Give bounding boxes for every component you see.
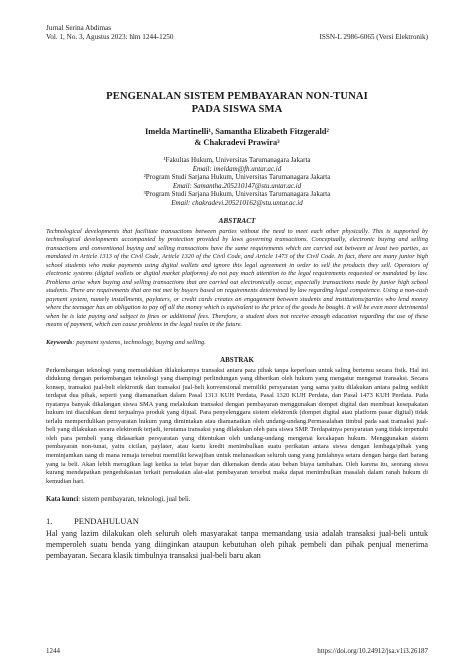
- affiliation-2: ²Program Studi Sarjana Hukum, Universitas Tarumanagara Jakarta: [143, 173, 331, 182]
- abstract-text: Technological developments that facilitate transactions between parties without the need to meet each other physically. This is supported by technological developments accompanied by protection provided by laws governing transactions. Conceptually, electronic buying and selling transactions and conventional buying and selling transactions have the same requirements which are carried out between at least two parties, as mandated in Article 1313 of the Civil Code, Article 1320 of the Civil Code, and Article 1473 of the Civil Code. In fact, there are many junior high school students who make payments using digital wallets and ignore this legal agreement in order to sell the products they sell. Operators of electronic systems (digital wallets or digital market platforms) do not pay much attention to the legal requirements requested or mandated by law. Problems arise when buying and selling transactions that are carried out electronically occur, especially transactions made by junior high school students. There are requirements that are not met by buyers based on requirements determined by law regarding legal competence. Using a non-cash payment system, namely installments, paylaters, or credit cards creates an engagement between students and institutions/parties who lend money where the teenager has an obligation to pay off all the money which is equivalent to the price of the goods he bought. It will be even more detrimental when he is late paying and subject to fines or additional fees. Therefore, a student does not receive enough education regarding the use of these means of payment, which can cause problems in the legal realm in the future.: [46, 227, 428, 329]
- abstrak-text: Perkembangan teknologi yang memudahkan dilakukannya transaksi antara para pihak tanpa keperluan untuk saling bertemu secara fisik. Hal ini didukung dengan perkembangan teknologi yang diampingi perlindungan yang diberikan oleh hukum yang mengatur mengenai transaksi. Secara konsep, transaksi jual-beli elektronik dan transaksi jual-beli konvensional memiliki persyaratan yang sama yaitu dilakukan antara paling sedikit terdapat dua pihak, seperti yang diamanatkan dalam Pasal 1313 KUH Perdata, Pasal 1320 KUH Perdata, dan Pasal 1473 KUH Perdata. Pada nyatanya banyak dikalangan siswa SMA yang melakukan transaksi dengan pembayaran menggunakan dompet digital dan membuat kesepakatan hukum ini diacuhkan demi terjualnya produk yang dijual. Para penyelenggara sistem elektronik (dompet digital atau platform pasar digital) tidak terlalu memperdulikan persyaratan hukum yang dimintakan atau diamanatkan oleh undang-undang.Permasalahan timbul pada saat transaksi jual-beli yang dilakukan secara elektronik terjadi, terutama transaksi yang dilakukan oleh para siswa SMP. Terdapatnya persyaratan yang tidak terpenuhi oleh para pembeli yang didasarkan persyaratan yang ditentukan oleh undang-undang mengenai kecakapan hukum. Menggunakan sistem pembayaran non-tunai, yaitu cicilan, paylater, atau kartu kredit menimbulkan suatu perikatan antara siswa dengan lembaga/pihak yang meminjamkan uang di mana remaja tersebut memiliki kewajiban untuk melunasikan seluruh uang yang jumlahnya setara dengan harga dari barang yang ia beli. Akan lebih merugikan lagi ketika ia telat bayar dan dikenakan denda atau beban biaya tambahan. Oleh karena itu, seorang siswa kurang mendapatkan pengedukasian terkait pemakaian alat-alat pembayaran tersebut maka dapat menimbulkan masalah dalam ranah hukum di kemudian hari.: [46, 366, 428, 485]
- doi-link[interactable]: https://doi.org/10.24912/jsa.v1i3.26187: [317, 647, 428, 655]
- journal-name: Jurnal Serina Abdimas: [46, 24, 112, 32]
- keywords-value: : payment systems, technology, buying and selling.: [72, 338, 206, 346]
- affiliations: [46, 156, 428, 208]
- kata-kunci-value: : sistem pembayaran, teknologi, jual beli.: [78, 496, 191, 504]
- affiliation-3-email: Email: chakradevi.205210162@stu.untar.ac.id: [171, 198, 303, 207]
- journal-volume: Vol. 1, No. 3, Agustus 2023: hlm 1244-1250: [46, 33, 174, 41]
- page-number: 1244: [46, 647, 60, 655]
- issn: ISSN-L 2986-6065 (Versi Elektronik): [319, 33, 428, 41]
- intro-paragraph: Hal yang lazim dilakukan oleh seluruh oleh masyarakat tanpa memandang usia adalah transaksi jual-beli untuk memperoleh suatu benda yang diinginkan ataupun kebutuhan oleh pihak pembeli dan pihak penjual menerima pembayaran. Secara klasik timbulnya transaksi jual-beli baru akan: [46, 529, 428, 561]
- journal-info: [46, 24, 173, 42]
- keywords: [46, 338, 428, 347]
- section-heading: [46, 516, 428, 527]
- running-header: [46, 24, 428, 48]
- author-list: [46, 126, 428, 148]
- authors-line-2: & Chakradevi Prawira³: [194, 138, 280, 147]
- abstrak-heading: ABSTRAK: [220, 355, 254, 364]
- section-number: 1.: [46, 516, 53, 527]
- title-line-1: PENGENALAN SISTEM PEMBAYARAN NON-TUNAI: [106, 91, 368, 102]
- affiliation-1-email: Email: imeldam@fh.untar.ac.id: [192, 164, 282, 173]
- affiliation-3: ³Program Studi Sarjana Hukum, Universitas Tarumanagara Jakarta: [143, 190, 331, 199]
- abstract-heading: ABSTRACT: [218, 216, 256, 225]
- authors-line-1: Imelda Martinelli¹, Samantha Elizabeth Fitzgerald²: [145, 127, 329, 136]
- title-line-2: PADA SISWA SMA: [191, 104, 283, 115]
- keywords-label: Keywords: [46, 338, 73, 346]
- affiliation-1: ¹Fakultas Hukum, Universitas Tarumanagara Jakarta: [163, 156, 311, 164]
- affiliation-2-email: Email: Samantha.205210147@stu.untar.ac.id: [172, 181, 302, 190]
- paper-title: [46, 90, 428, 116]
- section-title: PENDAHULUAN: [74, 516, 139, 527]
- kata-kunci: [46, 495, 428, 504]
- kata-kunci-label: Kata kunci: [46, 496, 79, 504]
